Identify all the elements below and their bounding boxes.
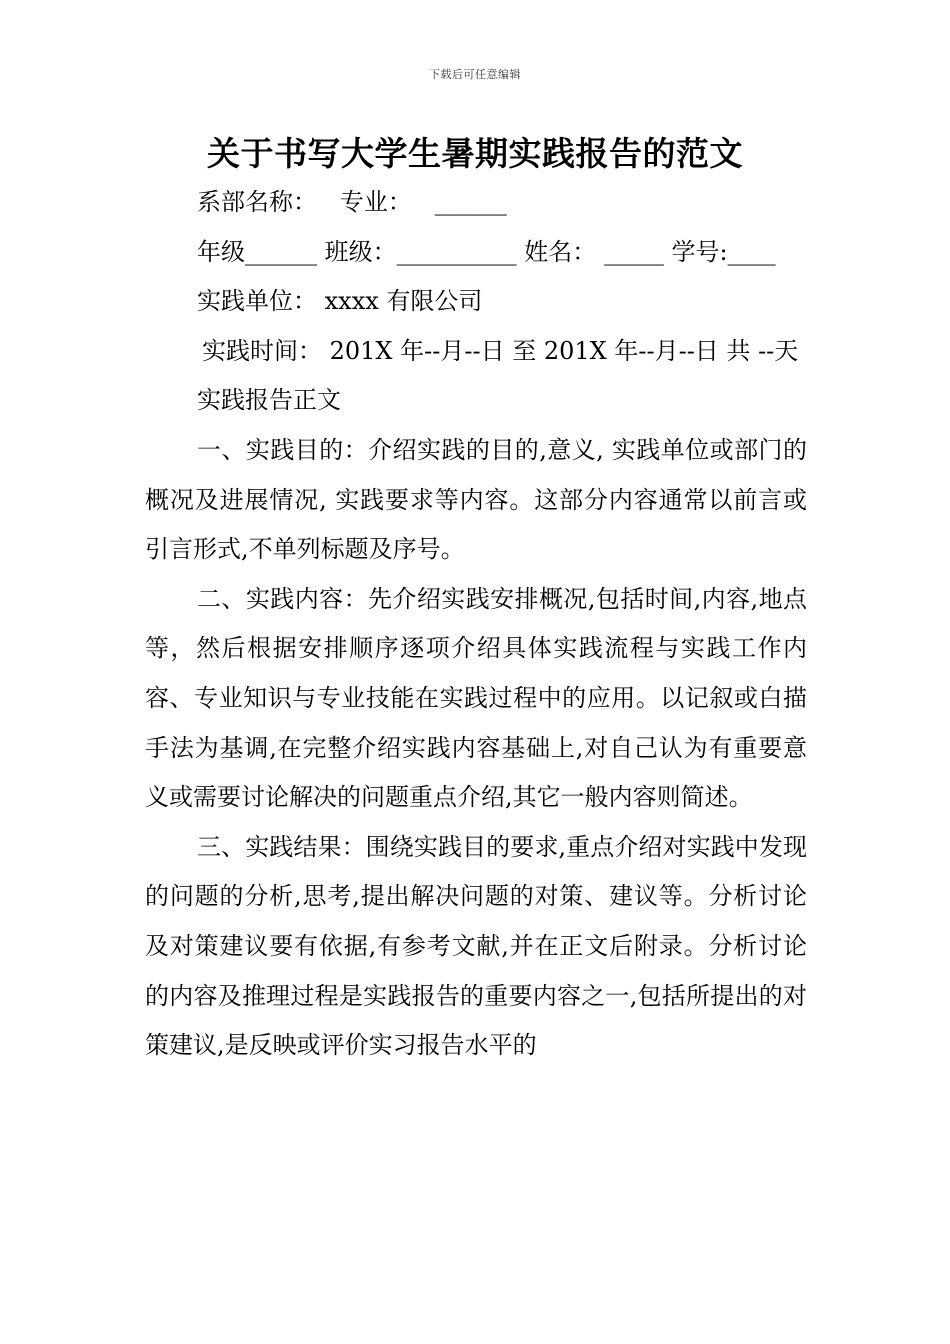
- info-line-department: 系部名称： 专业： ______: [197, 188, 507, 216]
- info-line-grade: 年级______ 班级：__________ 姓名： _____ 学号:____: [197, 237, 776, 266]
- info-line-unit: 实践单位： xxxx 有限公司: [197, 287, 483, 316]
- info-line-time: 实践时间： 201X 年--月--日 至 201X 年--月--日 共 --天: [202, 336, 799, 365]
- section-heading: 实践报告正文: [197, 386, 341, 415]
- document-body: [145, 178, 807, 1071]
- paragraph-purpose: 一、实践目的：介绍实践的目的,意义, 实践单位或部门的概况及进展情况, 实践要求等内容。这部分内容通常以前言或引言形式,不单列标题及序号。: [145, 435, 807, 564]
- document-title: 关于书写大学生暑期实践报告的范文: [207, 134, 743, 173]
- paragraph-results: 三、实践结果：围绕实践目的要求,重点介绍对实践中发现的问题的分析,思考,提出解决问题的对策、建议等。分析讨论及对策建议要有依据,有参考文献,并在正文后附录。分析讨论的内容及推理过程是实践报告的重要内容之一,包括所提出的对策建议,是反映或评价实习报告水平的: [145, 832, 807, 1060]
- header-note: 下载后可任意编辑: [429, 68, 521, 81]
- paragraph-content: 二、实践内容：先介绍实践安排概况,包括时间,内容,地点等，然后根据安排顺序逐项介绍具体实践流程与实践工作内容、专业知识与专业技能在实践过程中的应用。以记叙或白描手法为基调,在完整介绍实践内容基础上,对自己认为有重要意义或需要讨论解决的问题重点介绍,其它一般内容则简述。: [145, 584, 807, 812]
